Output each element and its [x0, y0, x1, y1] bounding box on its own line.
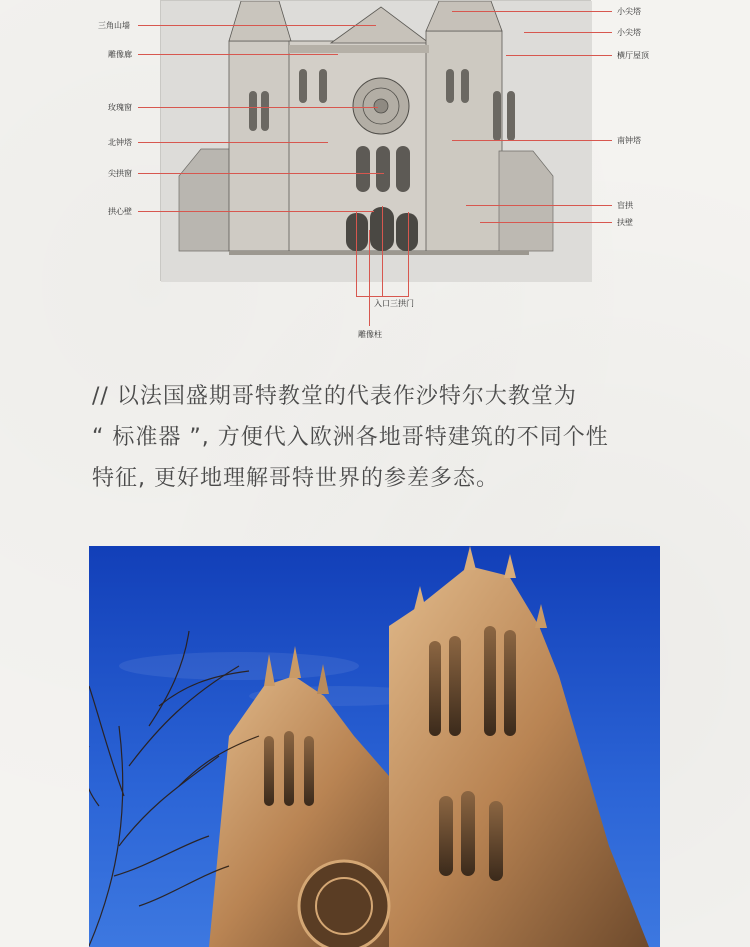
cathedral-facade-diagram [0, 0, 750, 345]
label-rose-window: 玫瑰窗 [108, 103, 132, 112]
leader-line-blind-arcade [466, 205, 612, 206]
leader-line-statue-gallery [138, 54, 338, 55]
leader-line-buttress [480, 222, 612, 223]
caption-line-3: 特征, 更好地理解哥特世界的参差多态。 [92, 466, 499, 491]
label-buttress: 扶壁 [617, 218, 633, 227]
leader-line-south-tower [452, 140, 612, 141]
caption-line-1: // 以法国盛期哥特教堂的代表作沙特尔大教堂为 [92, 384, 577, 409]
leader-line-pinnacle-1 [452, 11, 612, 12]
leader-line-gable [138, 25, 376, 26]
label-south-tower: 南钟塔 [617, 136, 641, 145]
leader-line-north-tower [138, 142, 328, 143]
label-statue-gallery: 雕像廊 [108, 50, 132, 59]
label-lancet-window: 尖拱窗 [108, 169, 132, 178]
label-blind-arcade: 盲拱 [617, 201, 633, 210]
caption-line-2: “ 标准器 ”, 方便代入欧洲各地哥特建筑的不同个性 [92, 425, 609, 450]
leader-portal-right [408, 212, 409, 296]
leader-portal-center [382, 206, 383, 296]
label-three-portals: 入口三拱门 [374, 299, 414, 308]
leader-line-tympanum [138, 211, 374, 212]
caption-text [92, 376, 682, 499]
leader-line-pinnacle-2 [524, 32, 612, 33]
leader-portal-left [356, 212, 357, 296]
label-pinnacle-1: 小尖塔 [617, 7, 641, 16]
cathedral-photo [89, 546, 660, 947]
cathedral-photo-illustration [89, 546, 660, 947]
leader-line-rose-window [138, 107, 378, 108]
label-gable: 三角山墙 [98, 21, 130, 30]
leader-line-lancet-window [138, 173, 384, 174]
label-pinnacle-2: 小尖塔 [617, 28, 641, 37]
label-statue-column: 雕像柱 [358, 330, 382, 339]
leader-line-transept-roof [506, 55, 612, 56]
label-north-tower: 北钟塔 [108, 138, 132, 147]
label-tympanum: 拱心壁 [108, 207, 132, 216]
label-transept-roof: 横厅屋顶 [617, 51, 649, 60]
leader-portal-bracket [356, 296, 409, 297]
leader-statue-column [369, 230, 370, 326]
